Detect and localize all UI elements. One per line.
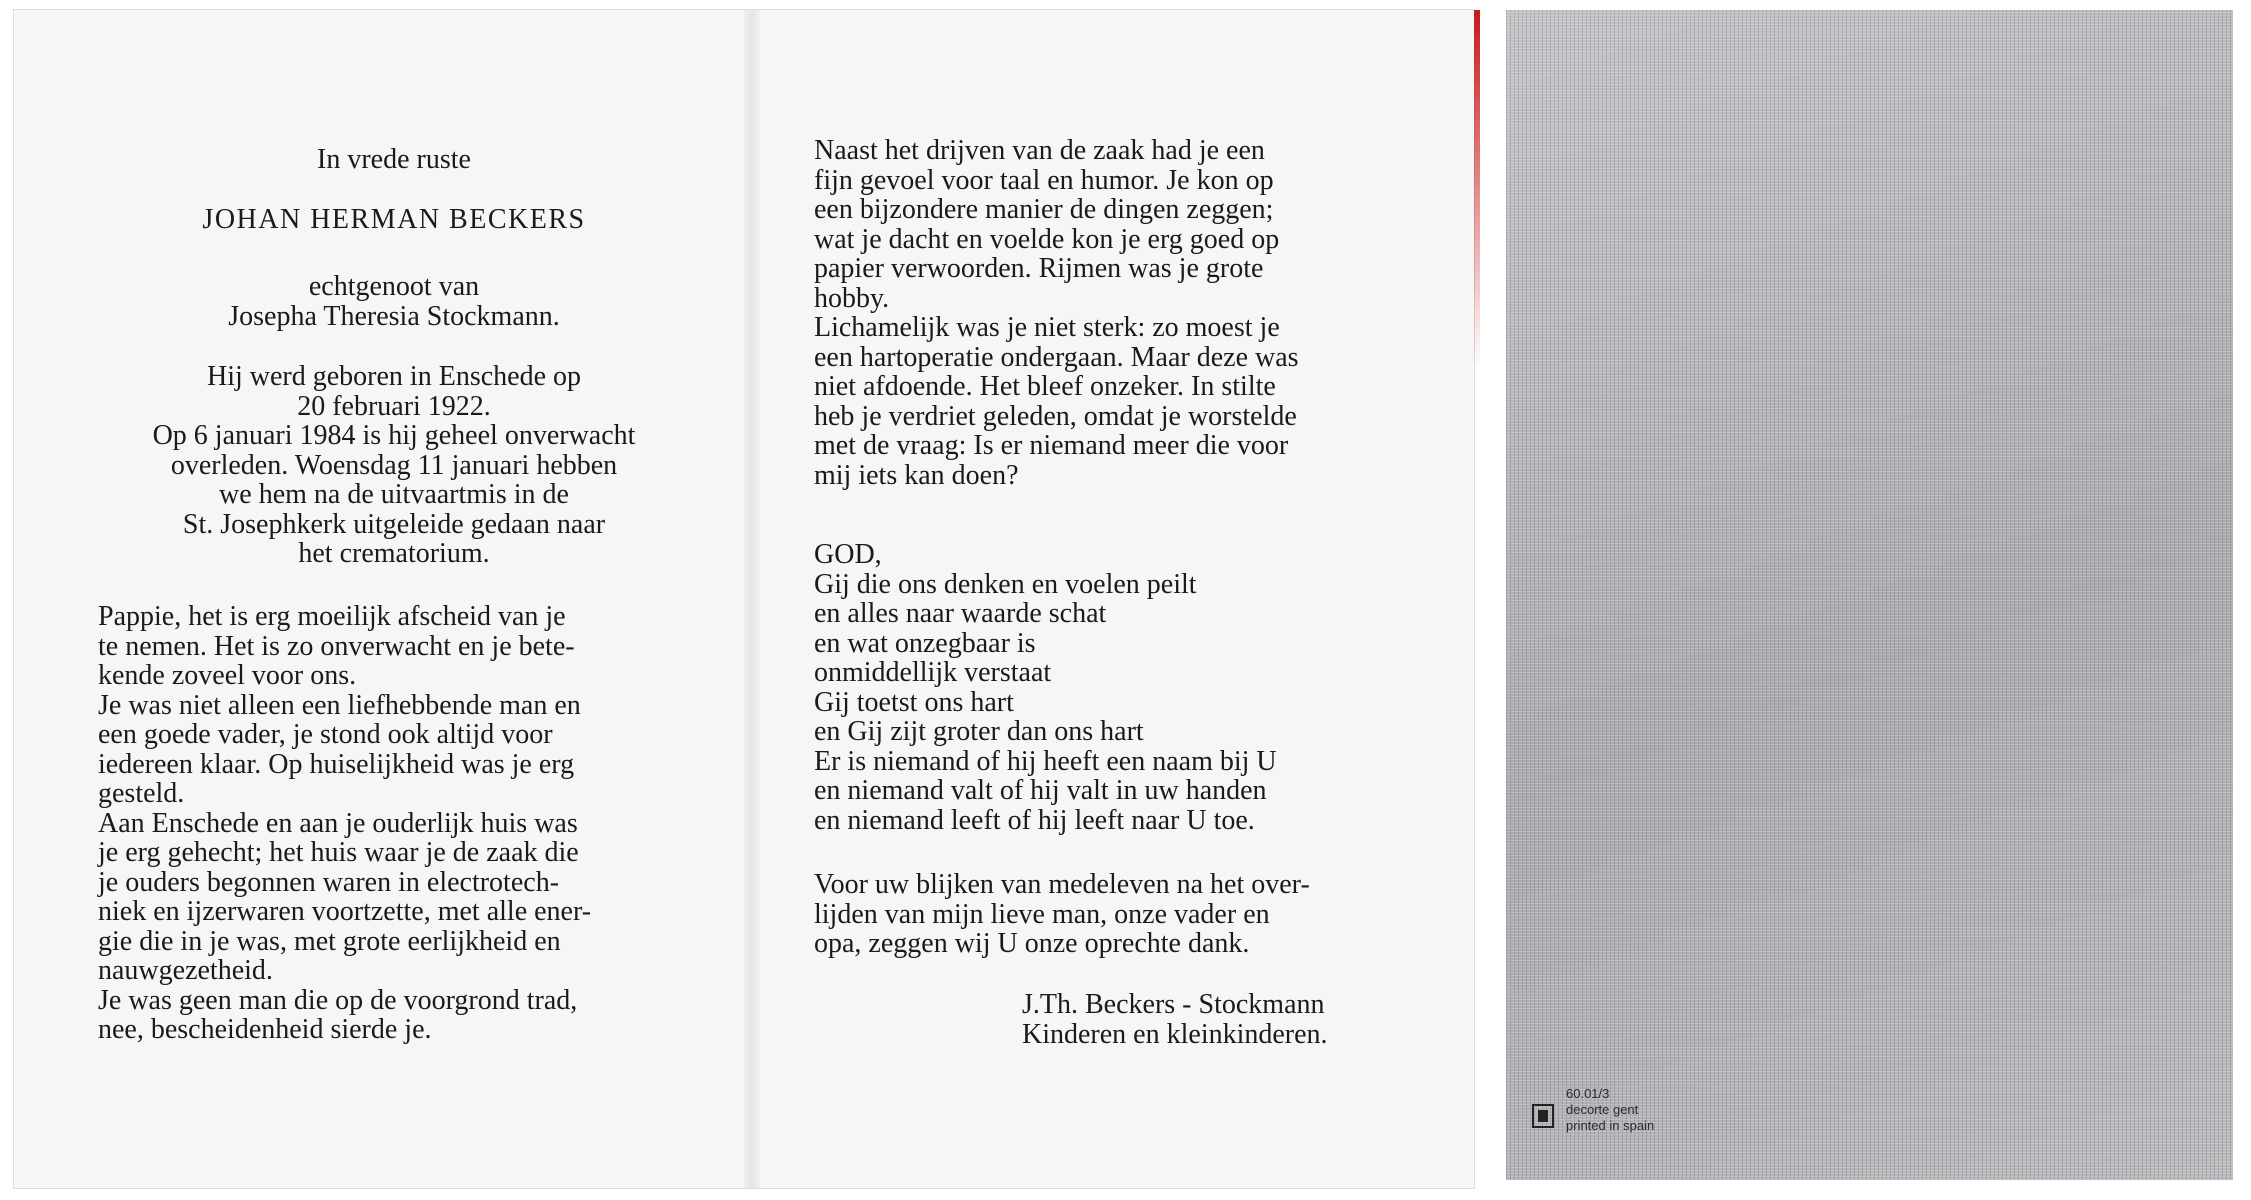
card-red-edge <box>1474 10 1480 370</box>
prayer-line: Er is niemand of hij heeft een naam bij U <box>814 745 1277 777</box>
life-line: Op 6 januari 1984 is hij geheel onverwacht <box>152 420 636 451</box>
printer-logo-icon <box>1532 1104 1554 1128</box>
life-line: St. Josephkerk uitgeleide gedaan naar <box>182 508 606 540</box>
life-line: Hij werd geboren in Enschede op <box>207 361 581 392</box>
heading-in-vrede-ruste: In vrede ruste <box>317 144 471 175</box>
tribute-line: mij iets kan doen? <box>814 459 1019 491</box>
prayer-line: en niemand leeft of hij leeft naar U toe. <box>814 804 1255 836</box>
tribute-text-right <box>814 136 1384 490</box>
prayer-block <box>814 540 1384 835</box>
tribute-line: Je was geen man die op de voorgrond trad, <box>98 984 578 1016</box>
prayer-line: en alles naar waarde schat <box>814 598 1107 629</box>
tribute-line: Lichamelijk was je niet sterk: zo moest je <box>814 312 1280 343</box>
tribute-line: te nemen. Het is zo onverwacht en je bete- <box>98 630 575 662</box>
prayer-line: Gij toetst ons hart <box>814 686 1014 718</box>
spouse-line: Josepha Theresia Stockmann. <box>228 300 560 332</box>
tribute-line: gesteld. <box>98 778 185 809</box>
thanks-line: Voor uw blijken van medeleven na het over- <box>814 869 1310 900</box>
spouse-line: echtgenoot van <box>308 271 480 302</box>
tribute-line: wat je dacht en voelde kon je erg goed op <box>814 223 1280 255</box>
imprint-printer: decorte gent <box>1566 1102 1639 1117</box>
tribute-line: een hartoperatie ondergaan. Maar deze was <box>814 341 1299 373</box>
thanks-line: lijden van mijn lieve man, onze vader en <box>814 898 1270 930</box>
imprint-code: 60.01/3 <box>1566 1086 1610 1101</box>
tribute-line: een goede vader, je stond ook altijd voor <box>98 719 553 750</box>
tribute-line: met de vraag: Is er niemand meer die voor <box>814 430 1289 461</box>
right-page <box>814 10 1384 1188</box>
memorial-card-back-cover <box>1506 10 2233 1180</box>
tribute-line: je erg gehecht; het huis waar je de zaak die <box>98 837 579 868</box>
tribute-line: Pappie, het is erg moeilijk afscheid van je <box>98 601 566 632</box>
signature-line: J.Th. Beckers - Stockmann <box>1022 989 1325 1020</box>
prayer-line: Gij die ons denken en voelen peilt <box>814 568 1197 600</box>
life-line: het crematorium. <box>298 538 490 569</box>
tribute-line: hobby. <box>814 282 890 314</box>
tribute-line: een bijzondere manier de dingen zeggen; <box>814 194 1274 225</box>
name-block <box>104 205 684 235</box>
left-page <box>98 10 684 1188</box>
deceased-name: JOHAN HERMAN BECKERS <box>202 204 586 235</box>
imprint-origin: printed in spain <box>1566 1118 1655 1133</box>
card-fold <box>744 10 760 1188</box>
prayer-line: en Gij zijt groter dan ons hart <box>814 716 1144 747</box>
memorial-card-inside <box>14 10 1474 1188</box>
tribute-line: nauwgezetheid. <box>98 955 273 986</box>
tribute-line: nee, bescheidenheid sierde je. <box>98 1014 432 1045</box>
tribute-line: Aan Enschede en aan je ouderlijk huis was <box>98 807 578 839</box>
tribute-line: niet afdoende. Het bleef onzeker. In stilte <box>814 371 1276 402</box>
tribute-line: iedereen klaar. Op huiselijkheid was je erg <box>98 748 575 780</box>
tribute-line: Je was niet alleen een liefhebbende man en <box>98 689 581 721</box>
signature-block <box>1022 990 1402 1049</box>
tribute-line: papier verwoorden. Rijmen was je grote <box>814 253 1264 284</box>
tribute-line: je ouders begonnen waren in electrotech- <box>98 866 560 898</box>
life-line: we hem na de uitvaartmis in de <box>219 479 569 510</box>
tribute-line: niek en ijzerwaren voortzette, met alle ener- <box>98 896 592 927</box>
thanks-block <box>814 870 1384 959</box>
tribute-line: kende zoveel voor ons. <box>98 660 357 691</box>
life-block <box>104 362 684 569</box>
life-line: 20 februari 1922. <box>297 390 491 422</box>
prayer-line: en niemand valt of hij valt in uw handen <box>814 775 1267 806</box>
spouse-block <box>104 272 684 331</box>
tribute-line: gie die in je was, met grote eerlijkheid en <box>98 925 561 957</box>
tribute-line: fijn gevoel voor taal en humor. Je kon op <box>814 164 1274 196</box>
left-page-header <box>104 145 684 175</box>
prayer-line: onmiddellijk verstaat <box>814 657 1052 688</box>
life-line: overleden. Woensdag 11 januari hebben <box>170 449 618 481</box>
prayer-line: en wat onzegbaar is <box>814 627 1036 659</box>
tribute-line: Naast het drijven van de zaak had je een <box>814 135 1265 166</box>
signature-line: Kinderen en kleinkinderen. <box>1022 1018 1328 1050</box>
prayer-line: GOD, <box>814 539 882 570</box>
tribute-text-left <box>98 602 678 1045</box>
thanks-line: opa, zeggen wij U onze oprechte dank. <box>814 928 1250 959</box>
tribute-line: heb je verdriet geleden, omdat je worstelde <box>814 400 1297 432</box>
